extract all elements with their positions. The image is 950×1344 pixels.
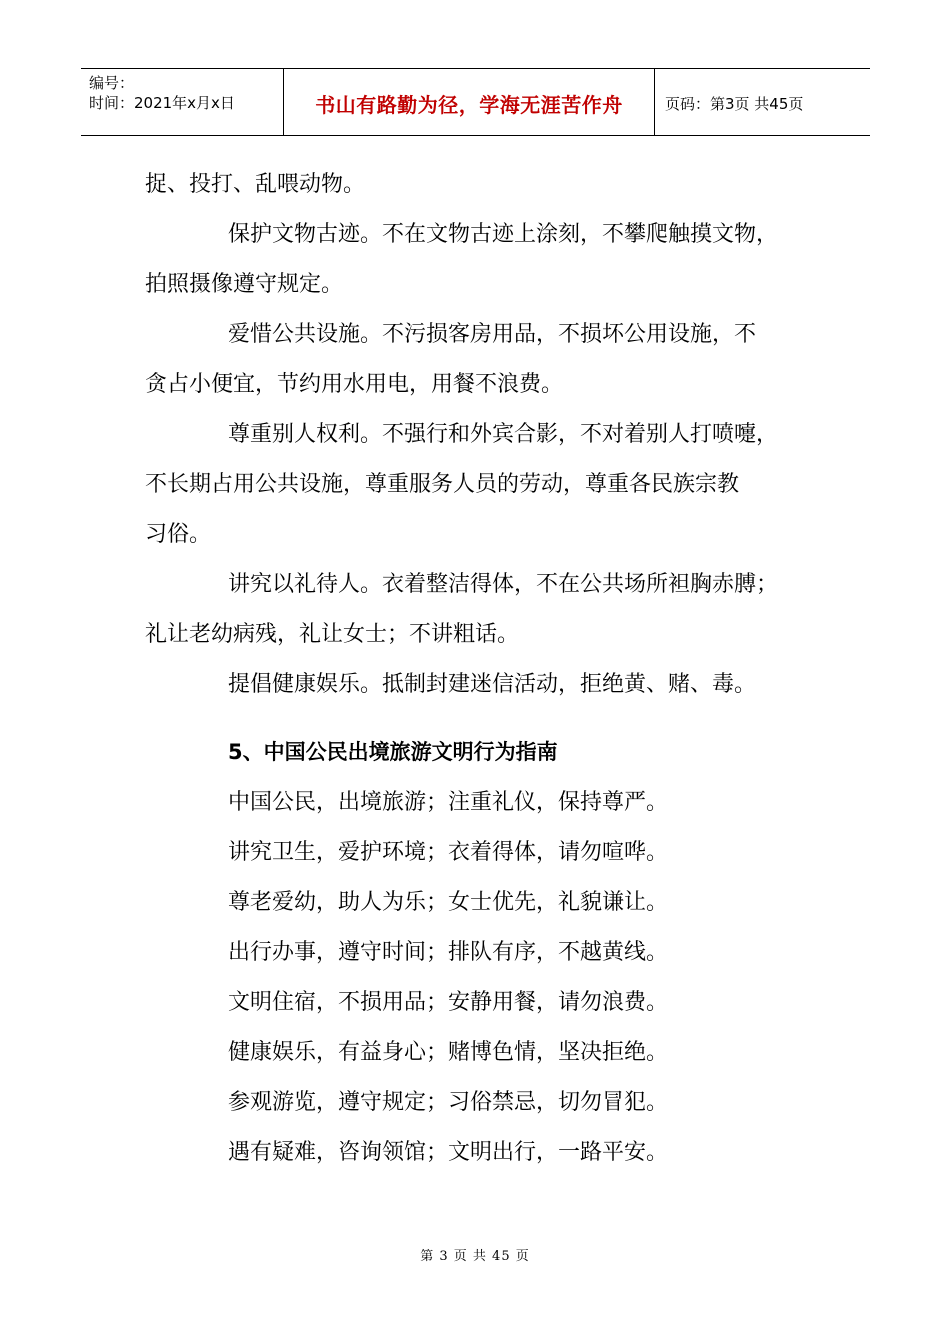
header-motto: 书山有路勤为径，学海无涯苦作舟 [283,69,655,135]
header-page-info: 页码：第3页 共45页 [665,94,804,113]
guide-line: 中国公民，出境旅游；注重礼仪，保持尊严。 [228,790,669,815]
header-meta [81,69,283,135]
paragraph-line: 爱惜公共设施。不污损客房用品，不损坏公用设施，不 [228,322,757,347]
section-heading: 5、中国公民出境旅游文明行为指南 [228,740,558,764]
paragraph-line: 捉、投打、乱喂动物。 [145,172,366,197]
paragraph-line: 礼让老幼病残，礼让女士；不讲粗话。 [145,622,520,647]
guide-line: 讲究卫生，爱护环境；衣着得体，请勿喧哗。 [228,840,669,865]
page-header [81,68,870,136]
guide-line: 出行办事，遵守时间；排队有序，不越黄线。 [228,940,669,965]
guide-line: 文明住宿，不损用品；安静用餐，请勿浪费。 [228,990,669,1015]
guide-line: 尊老爱幼，助人为乐；女士优先，礼貌谦让。 [228,890,669,915]
paragraph-line: 保护文物古迹。不在文物古迹上涂刻，不攀爬触摸文物， [228,222,779,247]
guide-line: 遇有疑难，咨询领馆；文明出行，一路平安。 [228,1140,669,1165]
paragraph-line: 尊重别人权利。不强行和外宾合影，不对着别人打喷嚏， [228,422,779,447]
paragraph-line: 贪占小便宜，节约用水用电，用餐不浪费。 [145,372,564,397]
paragraph-line: 习俗。 [145,522,212,547]
paragraph-line: 不长期占用公共设施，尊重服务人员的劳动，尊重各民族宗教 [145,472,740,497]
document-date-label: 时间：2021年x月x日 [89,94,235,112]
guide-line: 健康娱乐，有益身心；赌博色情，坚决拒绝。 [228,1040,669,1065]
paragraph-line: 讲究以礼待人。衣着整洁得体，不在公共场所袒胸赤膊； [228,572,779,597]
page-footer: 第 3 页 共 45 页 [420,1249,530,1264]
paragraph-line: 提倡健康娱乐。抵制封建迷信活动，拒绝黄、赌、毒。 [228,672,757,697]
document-body [145,160,825,1178]
document-number-label: 编号： [89,74,135,92]
paragraph-line: 拍照摄像遵守规定。 [145,272,344,297]
guide-line: 参观游览，遵守规定；习俗禁忌，切勿冒犯。 [228,1090,669,1115]
